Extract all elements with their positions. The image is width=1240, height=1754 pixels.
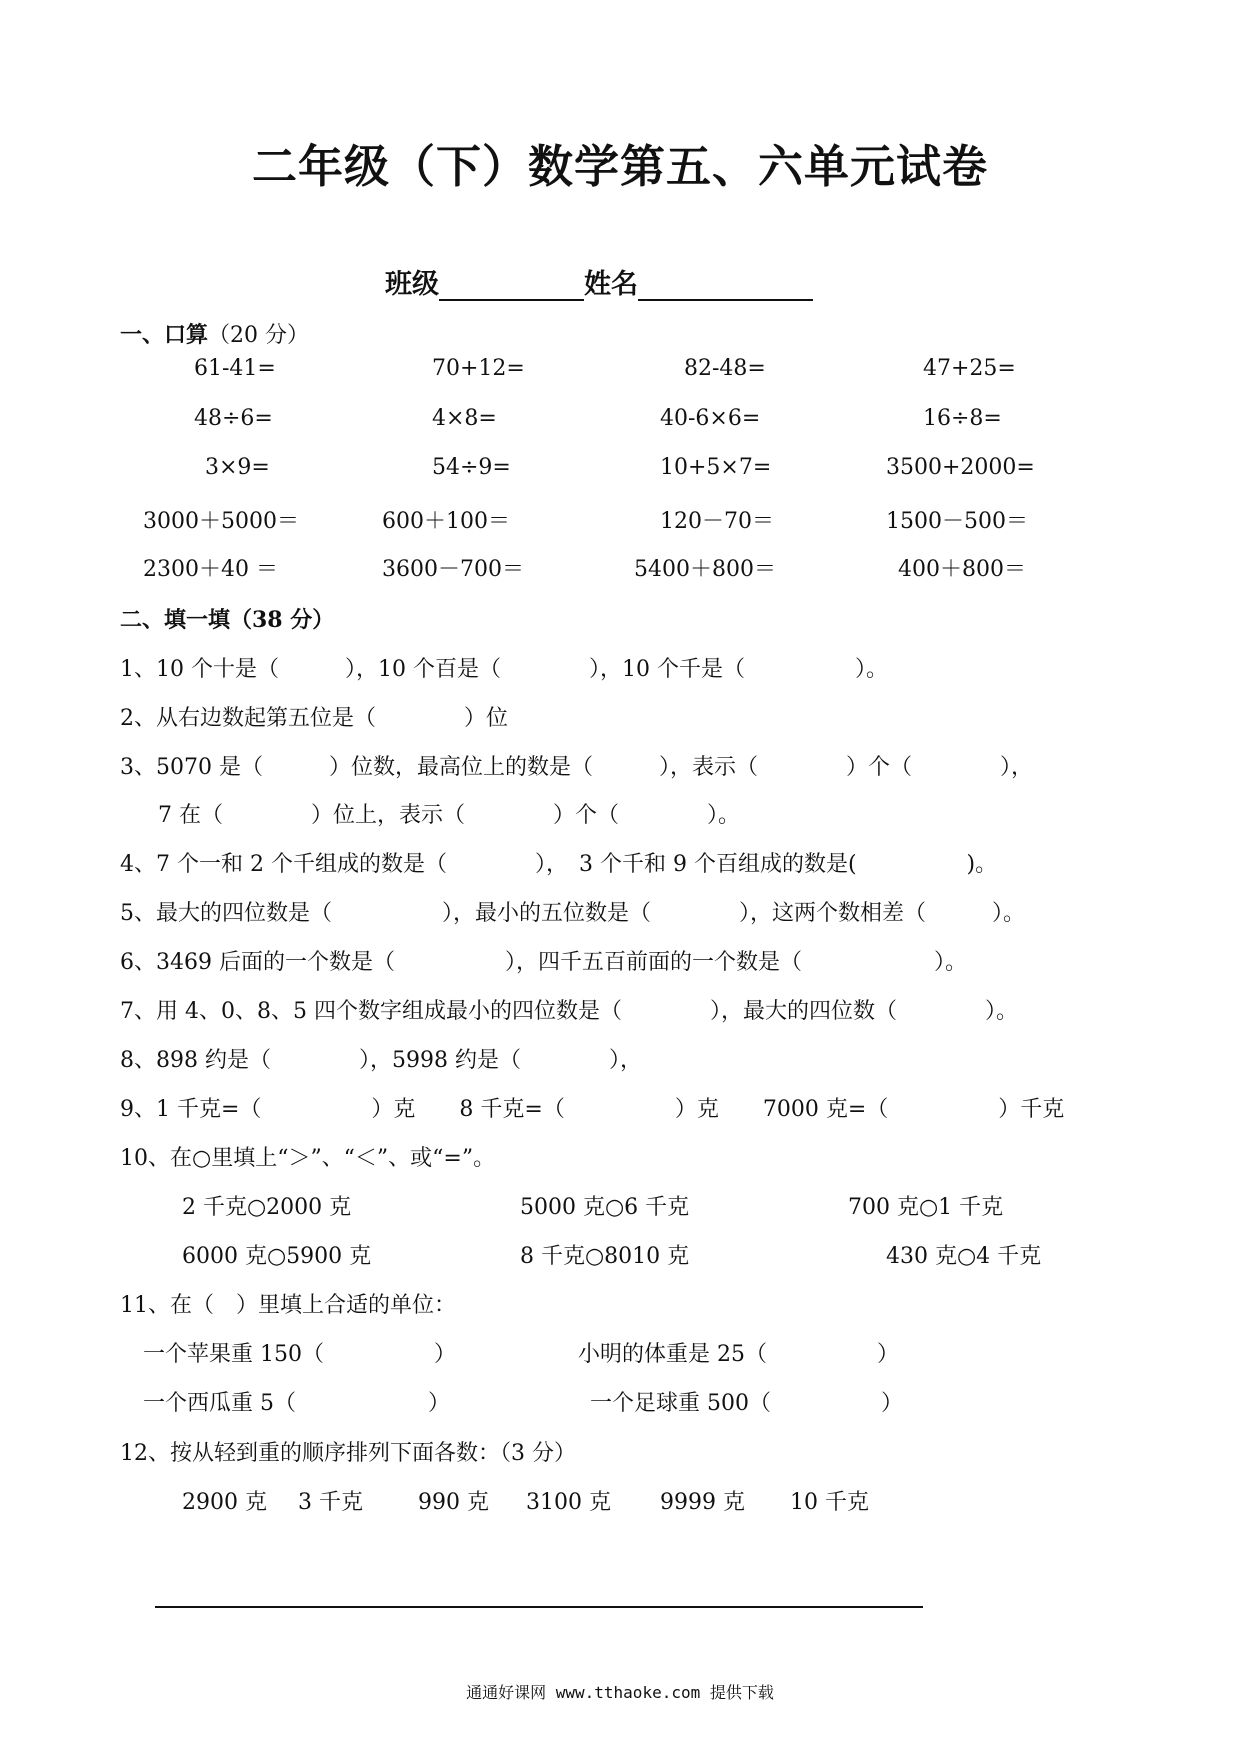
weight-item: 10 千克 [790, 1490, 869, 1515]
calc-item: 3600－700＝ [382, 557, 524, 582]
calc-item: 5400＋800＝ [634, 557, 776, 582]
weight-item: 9999 克 [660, 1490, 745, 1515]
calc-item: 4×8= [432, 406, 497, 431]
question-3a: 3、5070 是（ ）位数，最高位上的数是（ ），表示（ ）个（ ）， [120, 755, 1033, 780]
unit-row-2 [0, 1386, 1240, 1422]
calc-item: 3×9= [205, 455, 270, 480]
weight-item: 3 千克 [298, 1490, 363, 1515]
section1-points: （20 分） [208, 323, 310, 348]
compare-item: 6000 克○5900 克 [182, 1244, 372, 1269]
calc-row-2 [0, 406, 1240, 442]
class-blank[interactable] [439, 275, 584, 301]
calc-item: 54÷9= [432, 455, 511, 480]
calc-item: 400＋800＝ [898, 557, 1026, 582]
unit-item: 一个西瓜重 5（ ） [143, 1391, 450, 1416]
student-info [385, 262, 813, 301]
question-2: 2、从右边数起第五位是（ ）位 [120, 706, 508, 731]
question-5: 5、最大的四位数是（ ），最小的五位数是（ ），这两个数相差（ ）。 [120, 901, 1026, 926]
unit-item: 一个苹果重 150（ ） [143, 1342, 456, 1367]
calc-row-4 [0, 504, 1240, 540]
compare-row-1 [0, 1190, 1240, 1226]
footer-credit: 通通好课网 www.tthaoke.com 提供下载 [466, 1683, 774, 1702]
section1-title: 一、口算 [120, 322, 209, 348]
calc-item: 3500+2000= [886, 455, 1035, 480]
question-8: 8、898 约是（ ），5998 约是（ ）， [120, 1048, 642, 1073]
name-blank[interactable] [638, 275, 813, 301]
calc-item: 47+25= [923, 356, 1016, 381]
weight-item: 990 克 [418, 1490, 489, 1515]
weight-item: 3100 克 [526, 1490, 611, 1515]
calc-item: 16÷8= [923, 406, 1002, 431]
weight-item: 2900 克 [182, 1490, 267, 1515]
question-6: 6、3469 后面的一个数是（ ），四千五百前面的一个数是（ ）。 [120, 950, 967, 975]
calc-item: 10+5×7= [660, 455, 772, 480]
section1-heading [120, 318, 309, 349]
calc-row-3 [0, 455, 1240, 491]
question-7: 7、用 4、0、8、5 四个数字组成最小的四位数是（ ），最大的四位数（ ）。 [120, 999, 1018, 1024]
calc-item: 48÷6= [194, 406, 273, 431]
calc-row-5 [0, 552, 1240, 588]
compare-item: 2 千克○2000 克 [182, 1195, 352, 1220]
question-3b: 7 在（ ）位上，表示（ ）个（ ）。 [158, 803, 740, 828]
unit-item: 一个足球重 500（ ） [590, 1391, 903, 1416]
calc-row-1 [0, 356, 1240, 392]
question-1: 1、10 个十是（ ），10 个百是（ ），10 个千是（ ）。 [120, 657, 888, 682]
question-11-prompt: 11、在（ ）里填上合适的单位： [120, 1293, 456, 1318]
page-title: 二年级（下）数学第五、六单元试卷 [251, 140, 988, 193]
calc-item: 1500－500＝ [886, 509, 1028, 534]
compare-item: 5000 克○6 千克 [520, 1195, 690, 1220]
calc-item: 70+12= [432, 356, 525, 381]
question-9: 9、1 千克=（ ）克 8 千克=（ ）克 7000 克=（ ）千克 [120, 1097, 1065, 1122]
compare-item: 8 千克○8010 克 [520, 1244, 690, 1269]
calc-item: 61-41= [194, 356, 276, 381]
calc-item: 2300＋40 ＝ [143, 557, 278, 582]
calc-item: 40-6×6= [660, 406, 761, 431]
calc-item: 600＋100＝ [382, 509, 510, 534]
compare-item: 430 克○4 千克 [886, 1244, 1042, 1269]
unit-item: 小明的体重是 25（ ） [578, 1342, 899, 1367]
class-label: 班级 [385, 269, 439, 300]
compare-item: 700 克○1 千克 [848, 1195, 1004, 1220]
question-10-prompt: 10、在○里填上“＞”、“＜”、或“=”。 [120, 1146, 496, 1171]
compare-row-2 [0, 1239, 1240, 1275]
weight-list [0, 1485, 1240, 1521]
calc-item: 82-48= [684, 356, 766, 381]
question-4: 4、7 个一和 2 个千组成的数是（ ）， 3 个千和 9 个百组成的数是( )。 [120, 852, 998, 877]
question-12-prompt: 12、按从轻到重的顺序排列下面各数：（3 分） [120, 1441, 576, 1466]
unit-row-1 [0, 1337, 1240, 1373]
calc-item: 120－70＝ [660, 509, 774, 534]
answer-line[interactable] [155, 1606, 923, 1608]
calc-item: 3000＋5000＝ [143, 509, 299, 534]
name-label: 姓名 [584, 269, 638, 300]
section2-heading: 二、填一填（38 分） [120, 607, 335, 633]
